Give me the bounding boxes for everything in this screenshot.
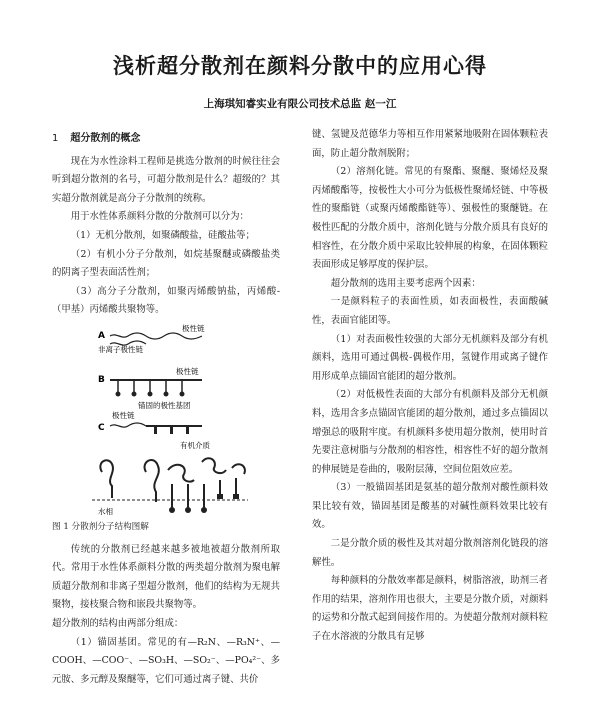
paragraph: （2）对低极性表面的大部分有机颜料及部分无机颜料，选用含多点锚固官能团的超分散剂，通过多点锚固以增强总的吸附牢度。有机颜料多使用超分散剂，使用时首先要注意树脂与分散剂的相容性，相容性不好的超分散剂的伸展链是卷曲的，吸附层薄，空间位阻效应差。 (312, 389, 548, 475)
section-title: 超分散剂的概念 (70, 133, 141, 144)
paragraph: 用于水性体系颜料分散的分散剂可以分为： (70, 211, 249, 223)
nonionic-chain-top (110, 333, 202, 339)
label-b: B (98, 374, 105, 385)
figure-caption: 图 1 分散剂分子结构图解 (52, 521, 149, 532)
loop-1 (100, 460, 113, 498)
paragraph: （3）高分子分散剂，如聚丙烯酸钠盐，丙烯酸-（甲基）丙烯酸共聚物等。 (52, 285, 280, 316)
paragraph: 二是分散介质的极性及其对超分散剂溶剂化链段的溶解性。 (312, 538, 548, 568)
loop-2 (145, 460, 159, 502)
label-a: A (98, 330, 105, 341)
nonionic-chain-label: 非离子极性链 (98, 344, 143, 354)
paragraph: （2）有机小分子分散剂，如烷基聚醚或磷酸盐类的阴离子型表面活性剂； (52, 248, 280, 279)
right-column (312, 126, 548, 647)
left-column (52, 130, 280, 689)
section-heading (52, 130, 280, 149)
paragraph: （1）对表面极性较强的大部分无机颜料及部分有机颜料，选用可通过偶极-偶极作用，氢键作用或离子键作用形成单点锚固官能团的超分散剂。 (312, 333, 548, 382)
paragraph: （1）无机分散剂，如聚磷酸盐，硅酸盐等； (70, 229, 255, 241)
paragraph: 每种颜料的分散效率都是颜料，树脂溶液，助剂三者作用的结果，溶剂作用也很大，主要是分散介质，对颜料的运势和分散式起到间接作用的。为使超分散剂对颜料粒子在水溶液的分散具有足够 (312, 575, 548, 643)
dispersant-structure-figure (52, 322, 280, 518)
author-line: 上海琪知睿实业有限公司技术总监 赵一江 (203, 98, 397, 110)
polar-chain-label-a: 极性链 (182, 323, 205, 333)
polar-chain-label-b: 极性链 (176, 366, 199, 376)
water-phase-label: 水相 (98, 506, 113, 516)
figure-drawing (52, 322, 280, 518)
label-c: C (98, 422, 105, 433)
section-number: 1 (52, 133, 59, 144)
paragraph: （2）溶剂化链。常见的有聚酯、聚醚、聚烯烃及聚丙烯酸酯等，按极性大小可分为低极性聚烯烃链、中等极性的聚酯链（或聚丙烯酸酯链等）、强极性的聚醚链。在极性匹配的分散介质中，溶剂化链与分散介质具有良好的相容性，在分散介质中采取比较伸展的构象，在固体颗粒表面形成足够厚度的保护层。 (312, 166, 548, 271)
chain-c (110, 423, 146, 427)
paragraph: 一是颜料粒子的表面性质，如表面极性，表面酸碱性，表面官能团等。 (312, 296, 548, 326)
polar-chain-label-c: 极性链 (112, 410, 135, 420)
article-title: 浅析超分散剂在颜料分散中的应用心得 (113, 54, 487, 78)
paragraph: 超分散剂的结构由两部分组成： (52, 617, 184, 629)
paragraph: 现在为水性涂料工程师是挑选分散剂的时候往往会听到超分散剂的名号，可超分散剂是什么？超级的？其实超分散剂就是高分子分散剂的统称。 (52, 155, 280, 204)
paragraph: （1）锚固基团。常见的有—R₂N、—R₃N⁺、—COOH、—COO⁻、—SO₃H、—SO₂⁻、—PO₄²⁻、多元胺、多元醇及聚醚等，它们可通过离子键、共价 (52, 636, 280, 685)
paragraph: 键、氢键及范德华力等相互作用紧紧地吸附在固体颗粒表面，防止超分散剂脱附； (312, 129, 548, 159)
paragraph: 传统的分散剂已经越来越多被地被超分散剂所取代。常用于水性体系颜料分散的两类超分散剂为聚电解质超分散剂和非离子型超分散剂，他们的结构为无规共聚物，接枝聚合物和嵌段共聚物等。 (52, 543, 280, 611)
anchor-group-label: 锚固的极性基团 (138, 400, 191, 410)
paragraph: （3）一般锚固基团是氨基的超分散剂对酸性颜料效果比较有效，锚固基团是酸基的对碱性颜料效果比较有效。 (312, 482, 548, 531)
paragraph: 超分散剂的选用主要考虑两个因素： (330, 277, 481, 289)
organic-medium-label: 有机介质 (180, 440, 210, 450)
